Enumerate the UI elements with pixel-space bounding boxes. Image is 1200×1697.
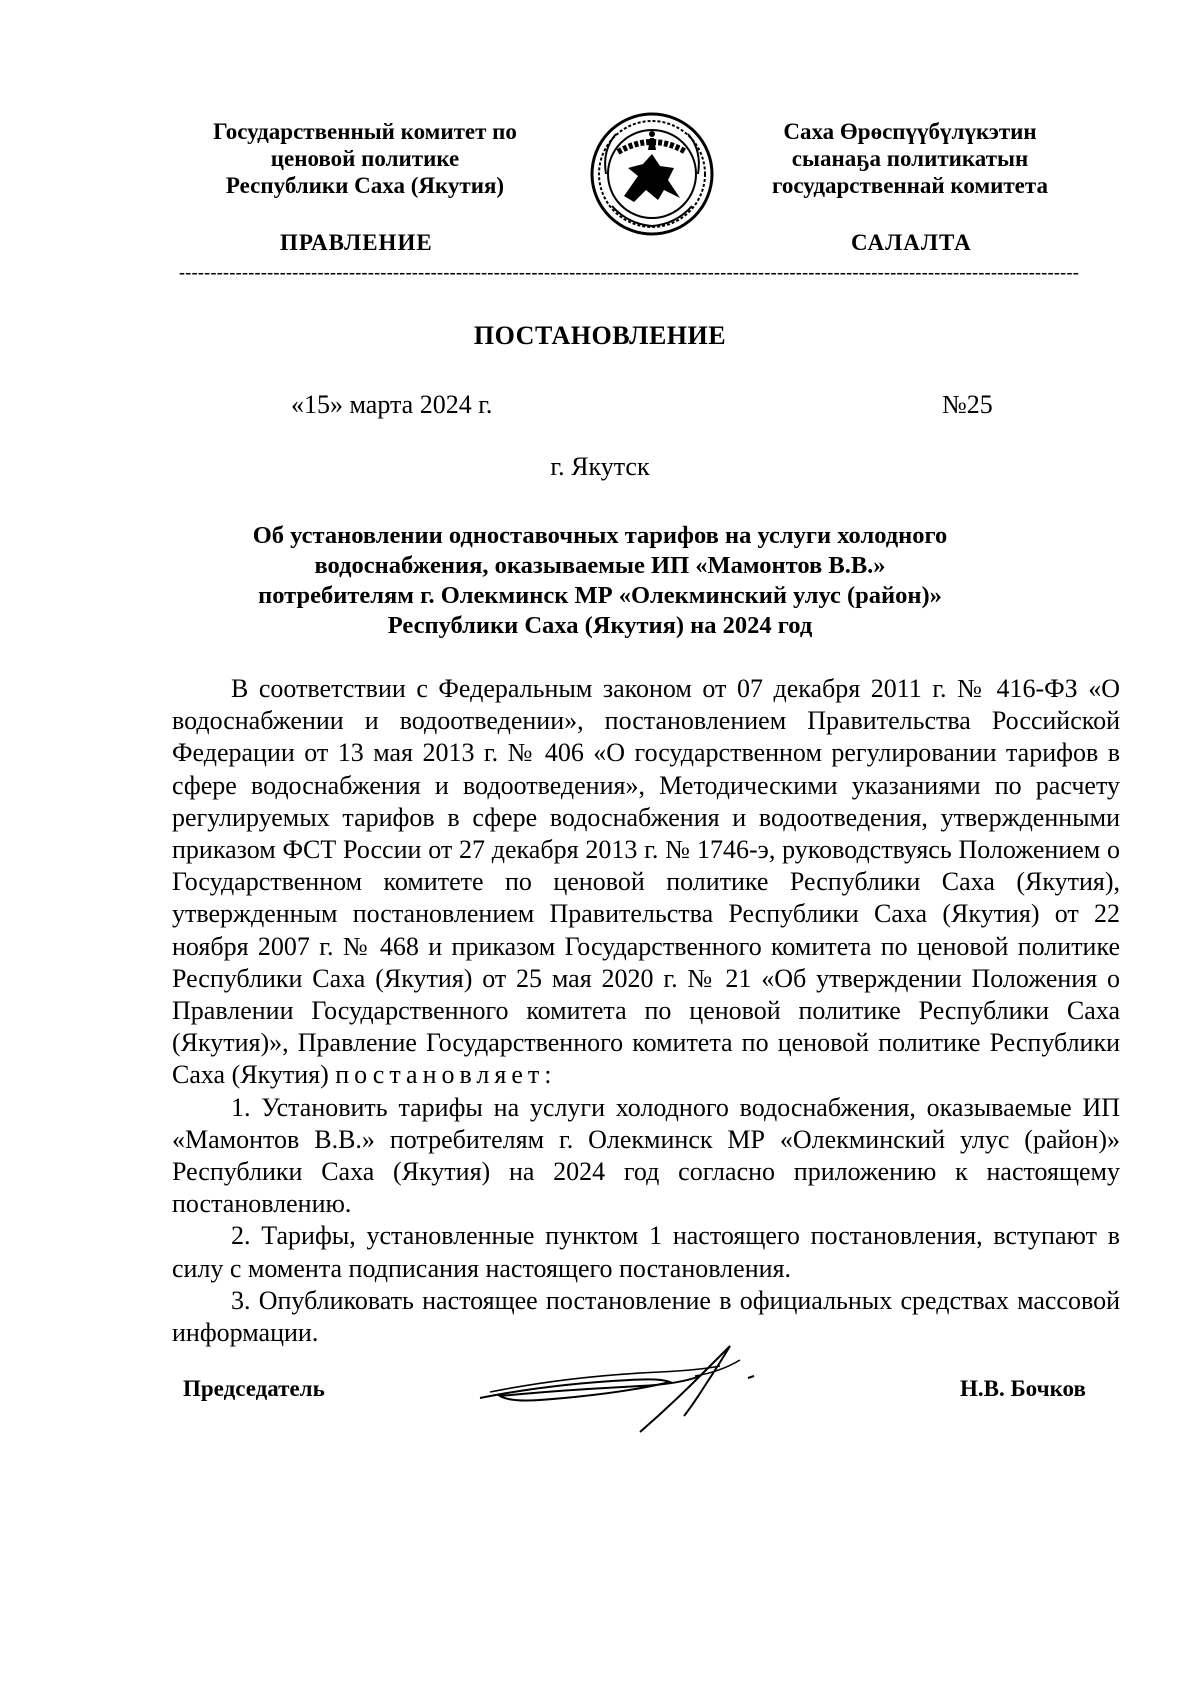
committee-name-yakut-line-3: государственнай комитета [772,173,1048,198]
committee-name-yakut [735,118,1085,199]
document-body [172,673,1120,1349]
preamble-text: В соответствии с Федеральным законом от 07 декабря 2011 г. № 416-ФЗ «О водоснабжении и водоотведении», постановлением Правительства Российской Федерации от 13 мая 2013 г. № 406 «О государственном регулировании тарифов в сфере водоснабжения и водоотведения», Методическими указаниями по расчету регулируемых тарифов в сфере водоснабжения и водоотведения, утвержденными приказом ФСТ России от 27 декабря 2013 г. № 1746-э, руководствуясь Положением о Государственном комитете по ценовой политике Республики Саха (Якутия), утвержденным постановлением Правительства Республики Саха (Якутия) от 22 ноября 2007 г. № 468 и приказом Государственного комитета по ценовой политике Республики Саха (Якутия) от 25 мая 2020 г. № 21 «Об утверждении Положения о Правлении Государственного комитета по ценовой политике Республики Саха (Якутия)», Правление Государственного комитета по ценовой политике Республики Саха (Якутия) [172,674,1120,1090]
coat-of-arms-icon [588,110,716,238]
board-label-yakut: САЛАЛТА [851,230,972,255]
resolves-word: постановляет: [335,1060,557,1090]
signer-name: Н.В. Бочков [960,1376,1086,1401]
document-type-title: ПОСТАНОВЛЕНИЕ [473,321,727,350]
item-1-paragraph: 1. Установить тарифы на услуги холодного водоснабжения, оказываемые ИП «Мамонтов В.В.» потребителям г. Олекминск МР «Олекминский улус (район)» Республики Саха (Якутия) на 2024 год согласно приложению к настоящему постановлению. [172,1092,1120,1219]
header-separator: ----------------------------------------------------------------------------------------------------------------------------------------------- [179,263,1080,282]
document-subject [170,521,1030,641]
board-label-russian: ПРАВЛЕНИЕ [280,230,433,255]
committee-name-line-2: ценовой политике [270,146,460,171]
subject-line-4: Республики Саха (Якутия) на 2024 год [387,612,813,639]
document-date: «15» марта 2024 г. [291,390,493,419]
committee-name-line-1: Государственный комитет по [213,119,517,144]
committee-name-yakut-line-2: сыанаҕа политикатын [791,146,1029,171]
item-2-paragraph: 2. Тарифы, установленные пунктом 1 настоящего постановления, вступают в силу с момента подписания настоящего постановления. [172,1221,1120,1283]
subject-line-2: водоснабжения, оказываемые ИП «Мамонтов В.В.» [314,552,886,579]
document-city: г. Якутск [550,452,650,481]
document-number: №25 [942,390,993,419]
subject-line-3: потребителям г. Олекминск МР «Олекминский улус (район)» [258,582,942,609]
committee-name-russian [175,118,555,199]
handwritten-signature-icon [470,1336,790,1436]
committee-name-line-3: Республики Саха (Якутия) [225,173,505,198]
preamble-paragraph [172,673,1120,1092]
subject-line-1: Об установлении одноставочных тарифов на услуги холодного [252,522,948,549]
committee-name-yakut-line-1: Саха Өрөспүүбүлүкэтин [783,119,1037,144]
signer-title: Председатель [183,1376,325,1401]
item-3-paragraph: 3. Опубликовать настоящее постановление в официальных средствах массовой информации. [172,1285,1120,1348]
